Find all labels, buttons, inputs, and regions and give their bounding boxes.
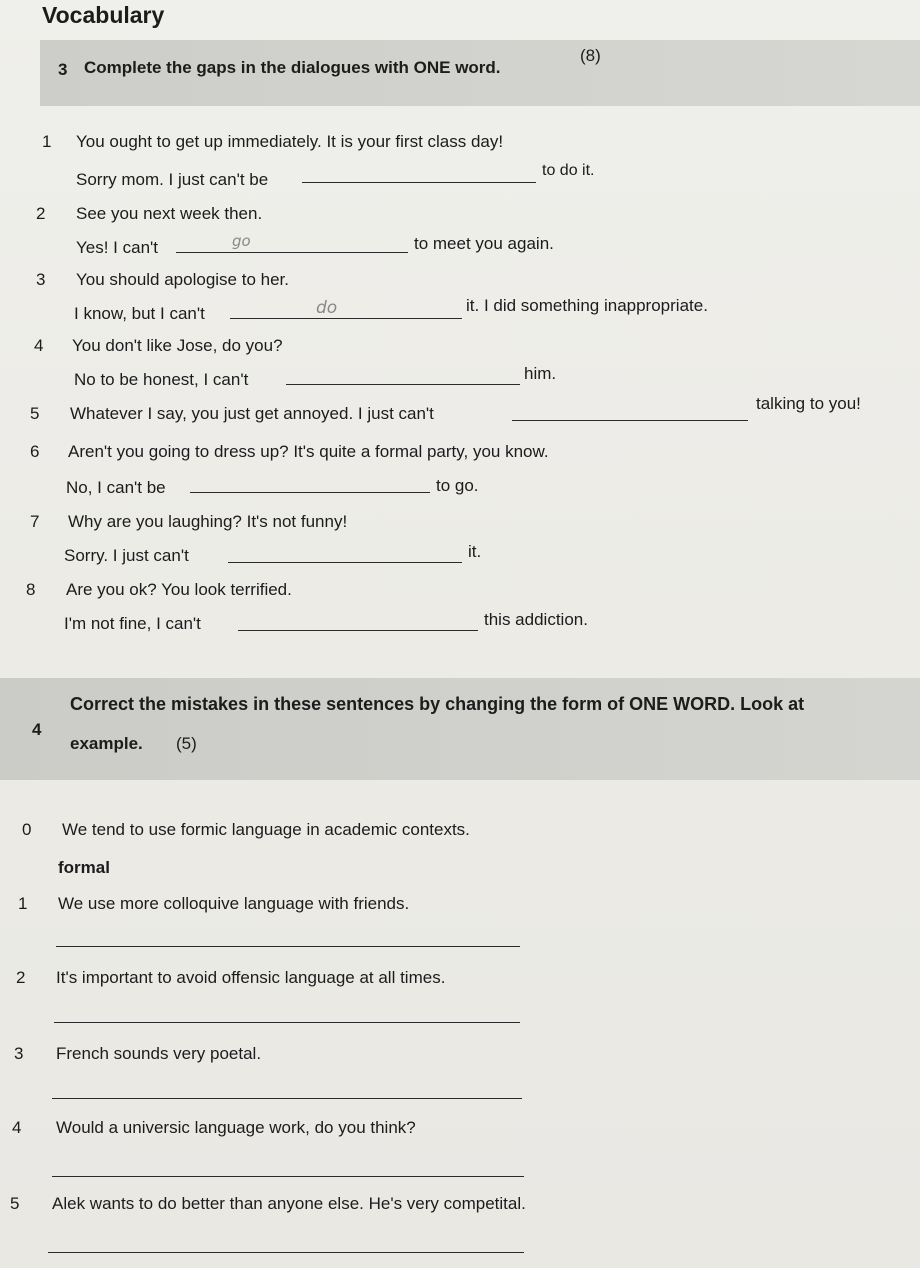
dialogue-reply-end: him. (524, 364, 557, 383)
exercise-4-instruction: Correct the mistakes in these sentences by changing the form of ONE WORD. Look at (70, 694, 805, 714)
example-sentence: We tend to use formic language in academic contexts. (62, 820, 470, 839)
sentence-to-correct: It's important to avoid offensic language at all times. (56, 968, 446, 987)
dialogue-reply-end: talking to you! (756, 394, 861, 413)
answer-line[interactable] (52, 1098, 522, 1099)
dialogue-prompt: See you next week then. (76, 204, 263, 223)
item-number: 2 (36, 204, 46, 223)
item-number: 7 (30, 512, 40, 531)
dialogue-reply-end: to meet you again. (414, 234, 554, 253)
exercise-4-points: (5) (176, 734, 197, 753)
dialogue-reply-start: I know, but I can't (74, 304, 205, 323)
exercise-3-number: 3 (58, 60, 68, 79)
section-title: Vocabulary (42, 2, 165, 28)
dialogue-reply-end: to go. (436, 476, 479, 495)
dialogue-reply-start: Sorry. I just can't (64, 546, 189, 565)
answer-gap[interactable] (302, 182, 536, 183)
dialogue-prompt: Aren't you going to dress up? It's quite a formal party, you know. (68, 442, 549, 461)
dialogue-prompt: You don't like Jose, do you? (72, 336, 283, 355)
answer-gap[interactable] (228, 562, 462, 563)
item-number: 1 (18, 894, 28, 913)
exercise-4-instruction-cont: example. (70, 734, 143, 753)
exercise-3-points: (8) (580, 46, 601, 65)
sentence-to-correct: Alek wants to do better than anyone else. He's very competital. (52, 1194, 526, 1213)
answer-gap[interactable] (230, 318, 462, 319)
dialogue-reply-end: it. I did something inappropriate. (466, 296, 708, 315)
item-number: 6 (30, 442, 40, 461)
answer-gap[interactable] (176, 252, 408, 253)
dialogue-reply-start: Sorry mom. I just can't be (76, 170, 269, 189)
dialogue-prompt: Why are you laughing? It's not funny! (68, 512, 348, 531)
answer-line[interactable] (56, 946, 520, 947)
handwritten-answer: go (232, 232, 251, 250)
dialogue-reply-start: No to be honest, I can't (74, 370, 249, 389)
item-number: 3 (36, 270, 46, 289)
dialogue-reply-start: I'm not fine, I can't (64, 614, 201, 633)
dialogue-prompt: You should apologise to her. (76, 270, 289, 289)
sentence-to-correct: We use more colloquive language with friends. (58, 894, 410, 913)
answer-gap[interactable] (286, 384, 520, 385)
item-number: 3 (14, 1044, 24, 1063)
exercise-4-number: 4 (32, 720, 42, 739)
dialogue-reply-end: it. (468, 542, 482, 561)
handwritten-answer: do (316, 298, 338, 318)
answer-gap[interactable] (512, 420, 748, 421)
dialogue-prompt: You ought to get up immediately. It is your first class day! (76, 132, 504, 151)
dialogue-reply-start: No, I can't be (66, 478, 166, 497)
item-number: 4 (34, 336, 44, 355)
item-number: 5 (10, 1194, 20, 1213)
dialogue-prompt: Are you ok? You look terrified. (66, 580, 292, 599)
answer-gap[interactable] (238, 630, 478, 631)
exercise-3-instruction: Complete the gaps in the dialogues with ONE word. (84, 58, 501, 77)
answer-line[interactable] (48, 1252, 524, 1253)
sentence-to-correct: French sounds very poetal. (56, 1044, 262, 1063)
dialogue-reply-end: to do it. (542, 162, 595, 179)
answer-line[interactable] (52, 1176, 524, 1177)
dialogue-prompt: Whatever I say, you just get annoyed. I just can't (70, 404, 434, 423)
example-number: 0 (22, 820, 32, 839)
dialogue-reply-start: Yes! I can't (76, 238, 159, 257)
dialogue-reply-end: this addiction. (484, 610, 588, 629)
answer-line[interactable] (54, 1022, 520, 1023)
item-number: 8 (26, 580, 36, 599)
sentence-to-correct: Would a universic language work, do you think? (56, 1118, 416, 1137)
example-answer: formal (58, 858, 110, 877)
item-number: 2 (16, 968, 26, 987)
item-number: 5 (30, 404, 40, 423)
answer-gap[interactable] (190, 492, 430, 493)
item-number: 1 (42, 132, 52, 151)
item-number: 4 (12, 1118, 22, 1137)
